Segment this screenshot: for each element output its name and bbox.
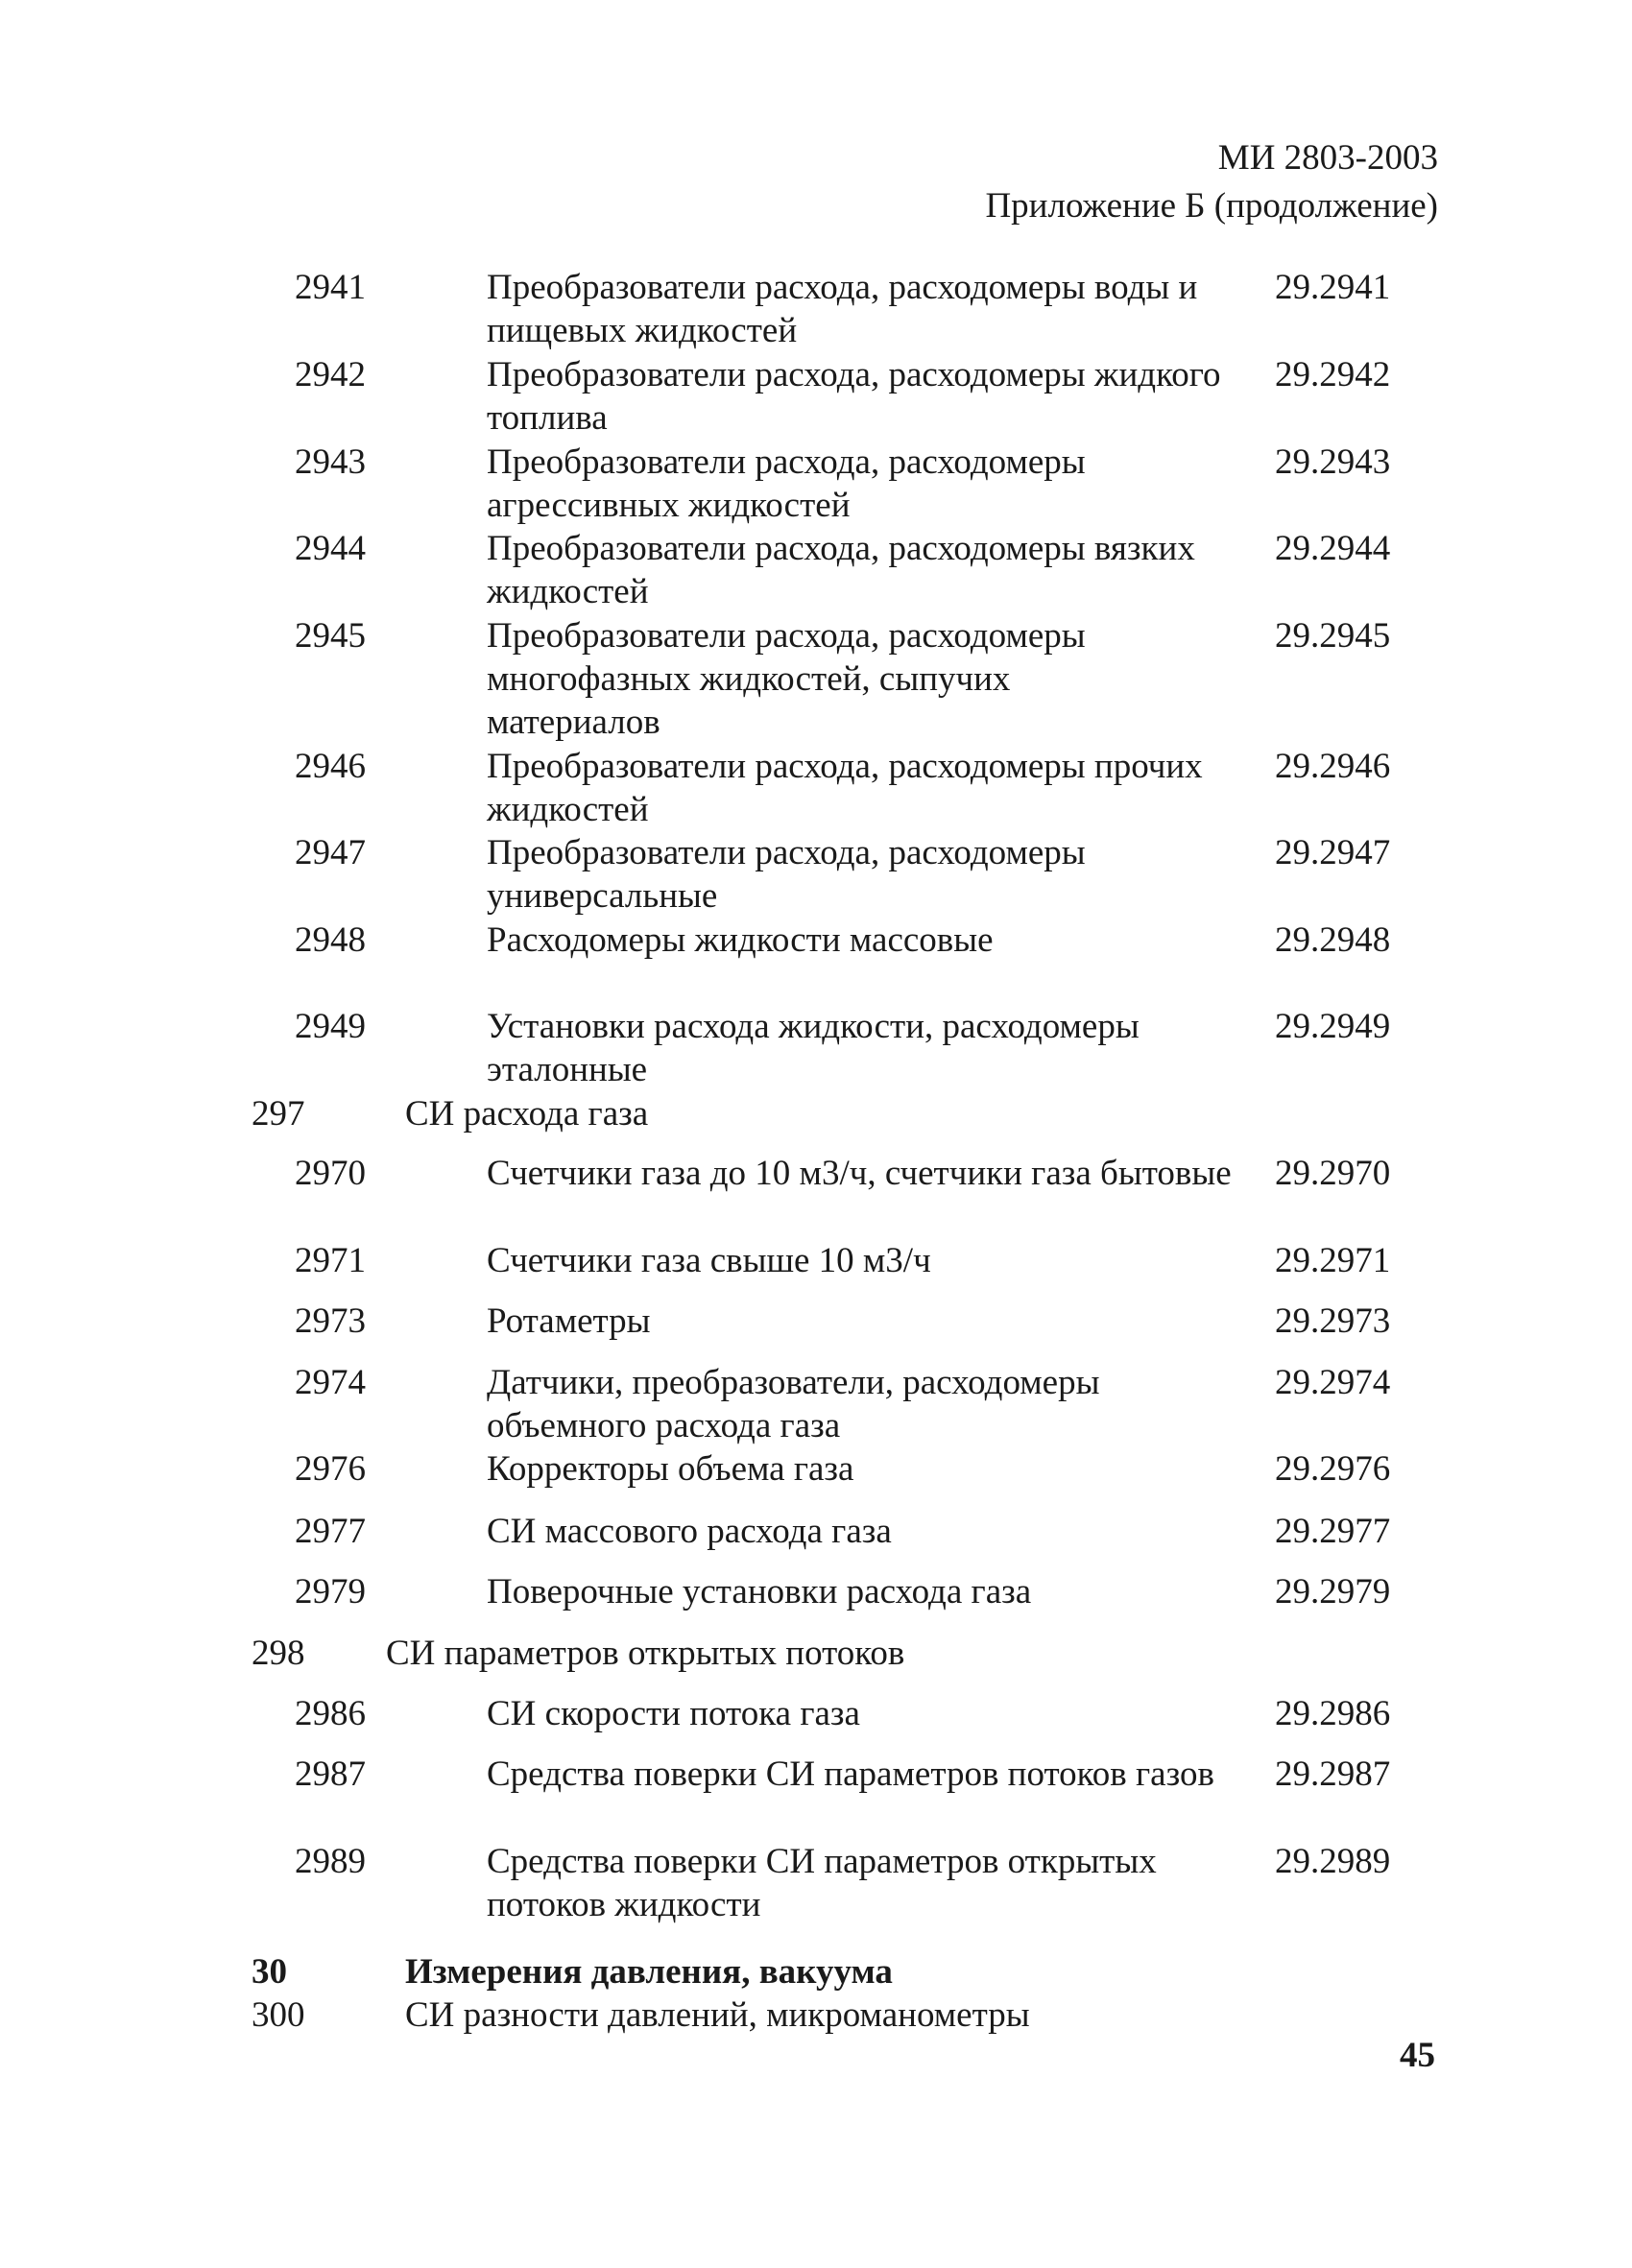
item-reference: 29.2945	[1275, 616, 1391, 656]
item-code: 2946	[295, 747, 366, 786]
item-code: 2948	[295, 920, 366, 960]
item-title: Преобразователи расхода, расходомеры воды и пищевых жидкостей	[487, 268, 1198, 350]
item-title: Преобразователи расхода, расходомеры многофазных жидкостей, сыпучих материалов	[487, 616, 1086, 742]
item-code: 2943	[295, 442, 366, 482]
item-code: 2944	[295, 529, 366, 568]
item-reference: 29.2942	[1275, 355, 1391, 394]
item-title: СИ скорости потока газа	[487, 1694, 860, 1733]
group-code: 298	[252, 1634, 305, 1673]
item-code: 2973	[295, 1301, 366, 1341]
item-title: Средства поверки СИ параметров открытых потоков жидкости	[487, 1842, 1157, 1924]
group-code: 297	[252, 1094, 305, 1134]
item-reference: 29.2949	[1275, 1007, 1391, 1046]
item-title: Ротаметры	[487, 1301, 651, 1341]
item-title: Корректоры объема газа	[487, 1449, 854, 1489]
item-reference: 29.2979	[1275, 1572, 1391, 1611]
item-reference: 29.2943	[1275, 442, 1391, 482]
item-title: Датчики, преобразователи, расходомеры объемного расхода газа	[487, 1363, 1100, 1445]
item-title: Преобразователи расхода, расходомеры вязких жидкостей	[487, 529, 1195, 611]
section-title: Измерения давления, вакуума	[405, 1952, 893, 1992]
item-code: 2979	[295, 1572, 366, 1611]
item-reference: 29.2946	[1275, 747, 1391, 786]
item-title: Счетчики газа свыше 10 м3/ч	[487, 1241, 931, 1280]
appendix-label: Приложение Б (продолжение)	[985, 186, 1438, 226]
item-code: 2977	[295, 1512, 366, 1551]
item-code: 2970	[295, 1154, 366, 1193]
page-number: 45	[1400, 2036, 1435, 2075]
group-code: 300	[252, 1995, 305, 2035]
item-code: 2942	[295, 355, 366, 394]
item-title: Поверочные установки расхода газа	[487, 1572, 1032, 1611]
item-code: 2947	[295, 833, 366, 872]
item-code: 2945	[295, 616, 366, 656]
item-reference: 29.2976	[1275, 1449, 1391, 1489]
item-code: 2974	[295, 1363, 366, 1402]
item-title: Установки расхода жидкости, расходомеры эталонные	[487, 1007, 1140, 1089]
item-reference: 29.2970	[1275, 1154, 1391, 1193]
item-reference: 29.2986	[1275, 1694, 1391, 1733]
item-title: Преобразователи расхода, расходомеры агрессивных жидкостей	[487, 442, 1086, 525]
item-reference: 29.2989	[1275, 1842, 1391, 1881]
item-title: Расходомеры жидкости массовые	[487, 920, 994, 960]
section-code: 30	[252, 1952, 287, 1992]
item-code: 2976	[295, 1449, 366, 1489]
item-code: 2971	[295, 1241, 366, 1280]
item-title: Преобразователи расхода, расходомеры жидкого топлива	[487, 355, 1221, 438]
group-title: СИ разности давлений, микроманометры	[405, 1995, 1030, 2035]
item-title: Счетчики газа до 10 м3/ч, счетчики газа бытовые	[487, 1154, 1232, 1193]
item-reference: 29.2974	[1275, 1363, 1391, 1402]
item-title: СИ массового расхода газа	[487, 1512, 892, 1551]
item-reference: 29.2948	[1275, 920, 1391, 960]
group-title: СИ расхода газа	[405, 1094, 649, 1134]
item-title: Преобразователи расхода, расходомеры прочих жидкостей	[487, 747, 1203, 829]
item-code: 2941	[295, 268, 366, 307]
item-reference: 29.2944	[1275, 529, 1391, 568]
item-reference: 29.2947	[1275, 833, 1391, 872]
item-reference: 29.2941	[1275, 268, 1391, 307]
item-title: Средства поверки СИ параметров потоков газов	[487, 1755, 1214, 1794]
group-title: СИ параметров открытых потоков	[386, 1634, 905, 1673]
item-reference: 29.2973	[1275, 1301, 1391, 1341]
item-code: 2986	[295, 1694, 366, 1733]
item-reference: 29.2977	[1275, 1512, 1391, 1551]
item-reference: 29.2987	[1275, 1755, 1391, 1794]
document-number: МИ 2803-2003	[1217, 138, 1438, 178]
item-reference: 29.2971	[1275, 1241, 1391, 1280]
item-code: 2987	[295, 1755, 366, 1794]
item-title: Преобразователи расхода, расходомеры универсальные	[487, 833, 1086, 916]
item-code: 2949	[295, 1007, 366, 1046]
item-code: 2989	[295, 1842, 366, 1881]
